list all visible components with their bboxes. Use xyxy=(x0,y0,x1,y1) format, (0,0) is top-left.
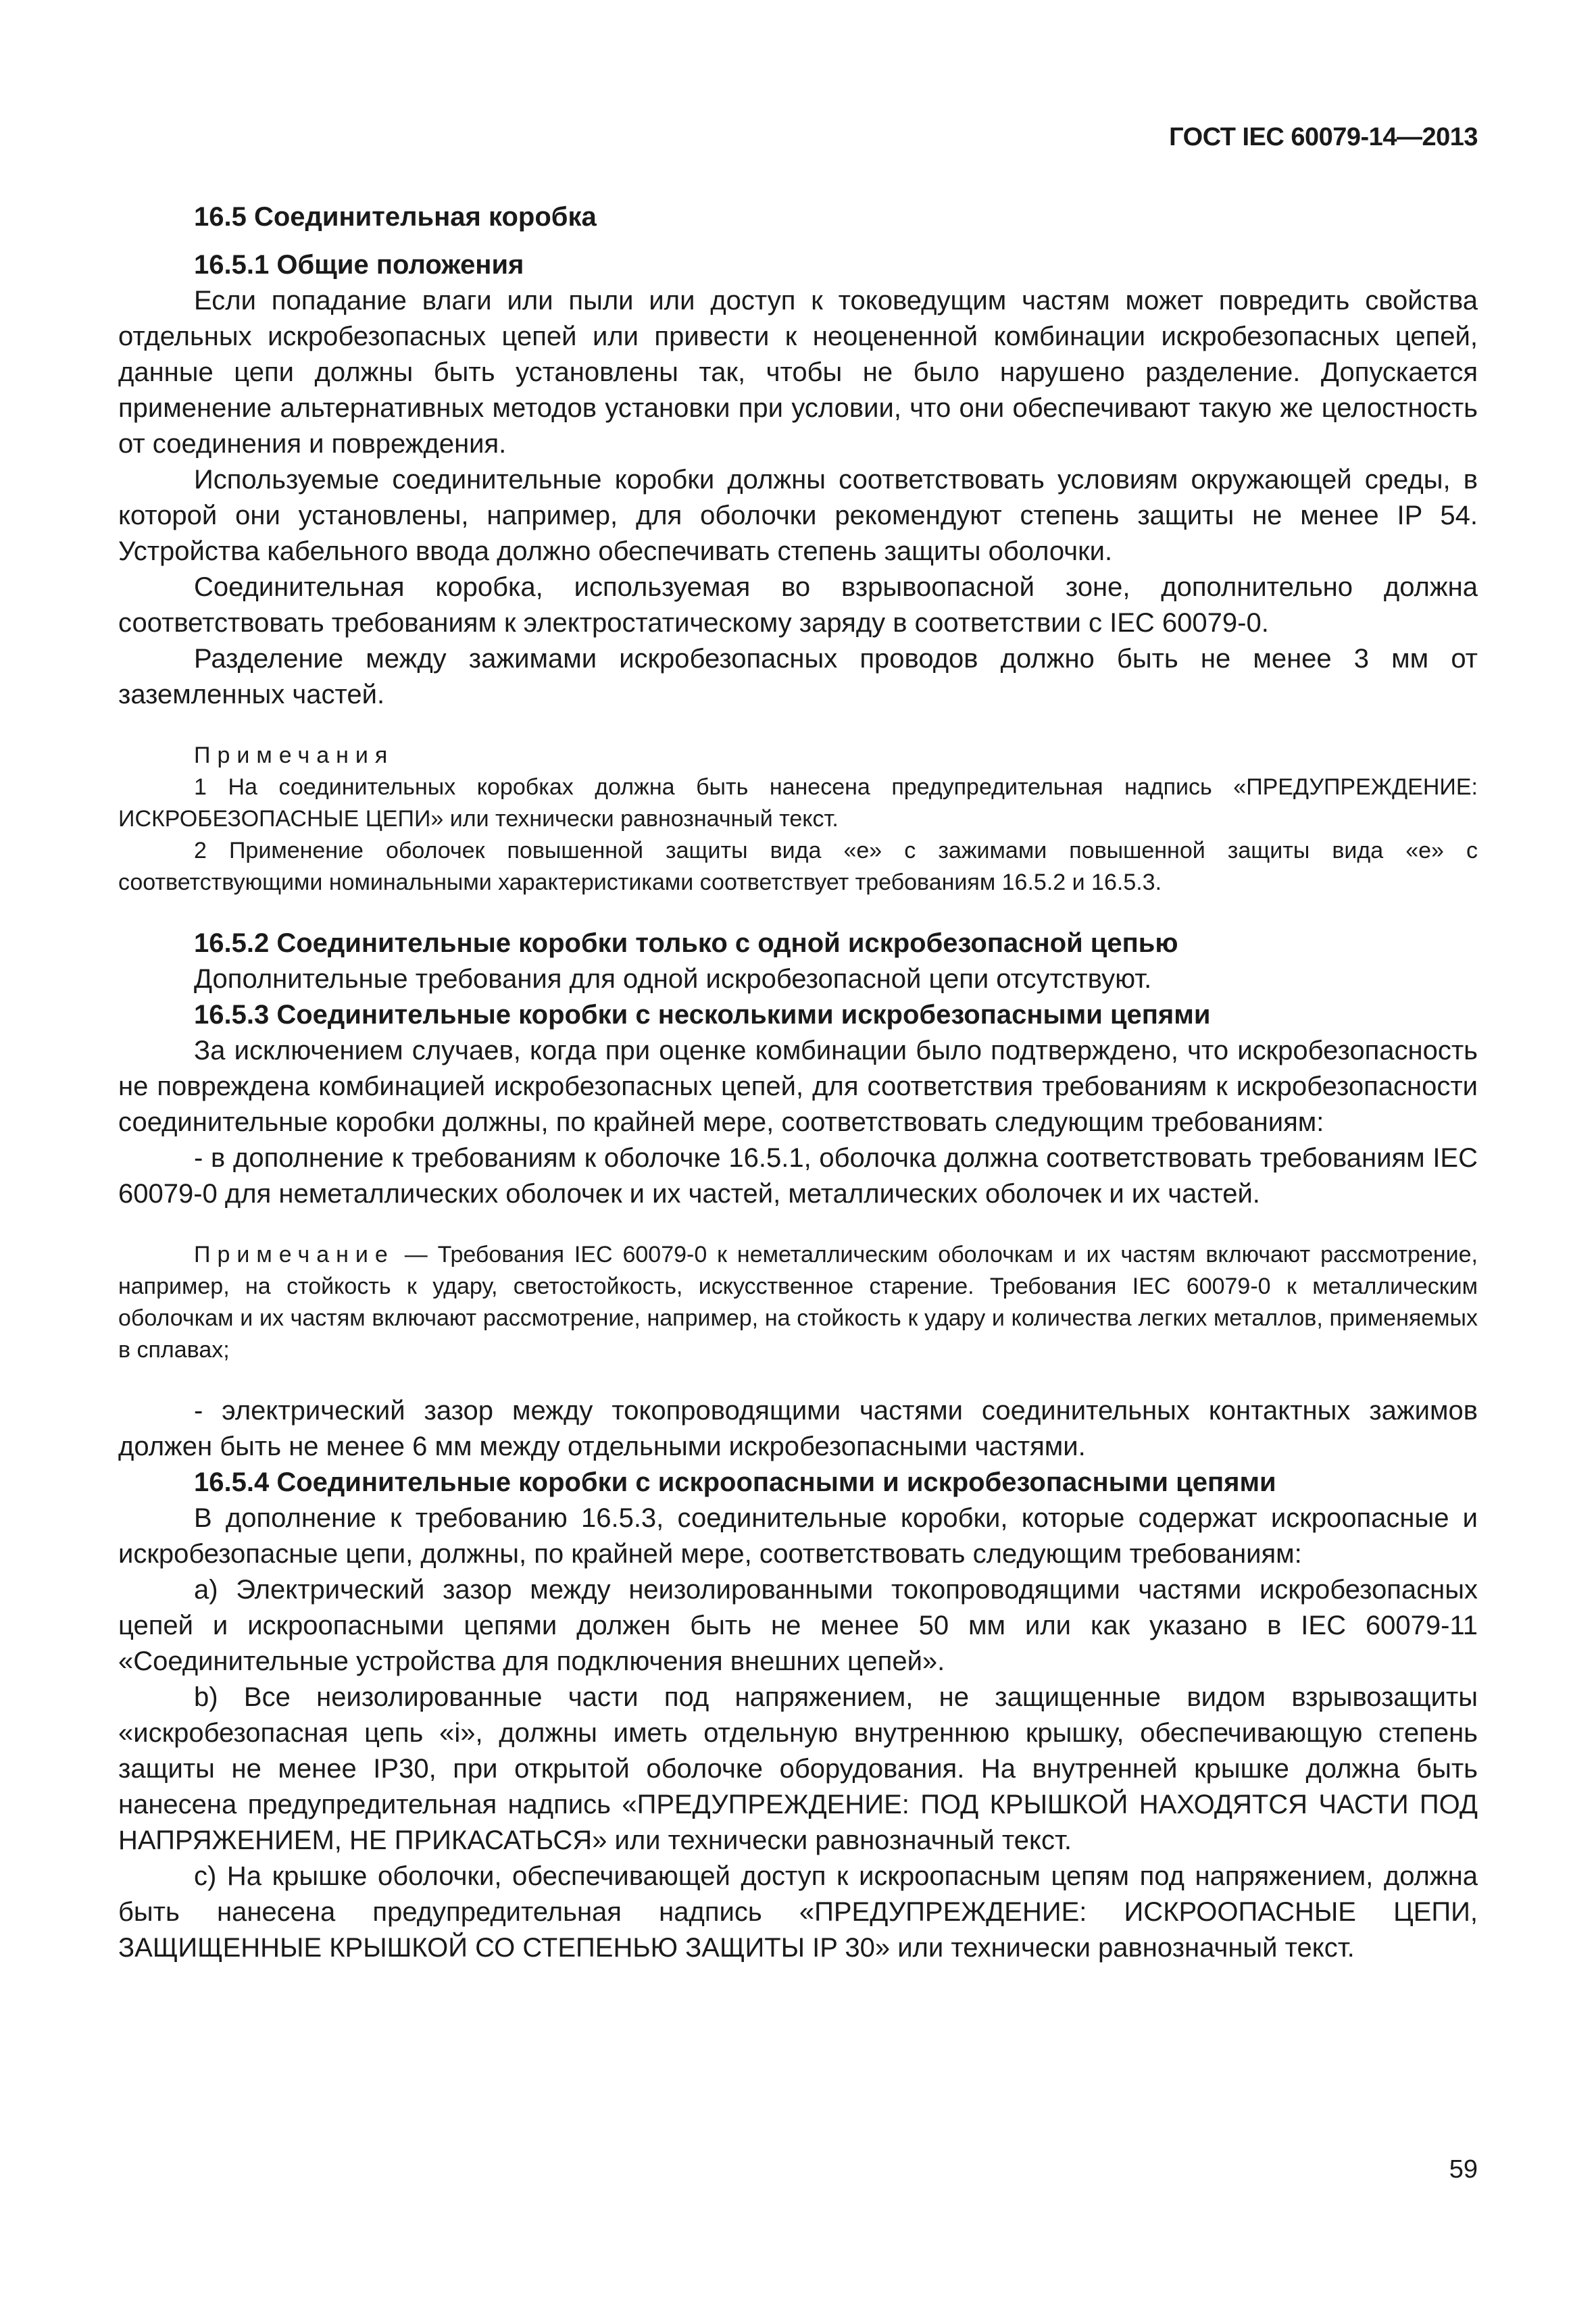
document-body xyxy=(118,199,1478,1966)
inline-note xyxy=(118,1239,1478,1366)
subsection-heading-16-5-4: 16.5.4 Соединительные коробки с искроопасными и искробезопасными цепями xyxy=(194,1467,1276,1497)
paragraph: - электрический зазор между токопроводящими частями соединительных контактных зажимов должен быть не менее 6 мм между отдельными искробезопасными частями. xyxy=(118,1396,1478,1461)
page-number: 59 xyxy=(1449,2155,1478,2184)
document-id-header: ГОСТ IEC 60079-14—2013 xyxy=(1169,123,1478,151)
paragraph: Если попадание влаги или пыли или доступ к токоведущим частям может повредить свойства отдельных искробезопасных цепей или привести к неоцененной комбинации искробезопасных цепей, данные цепи должны быть установлены так, чтобы не было нарушено разделение. Допускается применение альтернативных методов установки при условии, что они обеспечивают такую же целостность от соединения и повреждения. xyxy=(118,286,1478,459)
note-label: Примечание xyxy=(194,1242,395,1267)
paragraph: Соединительная коробка, используемая во взрывоопасной зоне, дополнительно должна соответствовать требованиям к электростатическому заряду в соответствии с IEC 60079-0. xyxy=(118,572,1478,638)
note-2: 2 Применение оболочек повышенной защиты вида «е» с зажимами повышенной защиты вида «е» с соответствующими номинальными характеристиками соответствует требованиям 16.5.2 и 16.5.3. xyxy=(118,838,1478,895)
paragraph: - в дополнение к требованиям к оболочке 16.5.1, оболочка должна соответствовать требованиям IEC 60079-0 для неметаллических оболочек и их частей, металлических оболочек и их частей. xyxy=(118,1143,1478,1209)
list-item-a: a) Электрический зазор между неизолированными токопроводящими частями искробезопасных цепей и искроопасными цепями должен быть не менее 50 мм или как указано в IEC 60079-11 «Соединительные устройства для подключения внешних цепей». xyxy=(118,1575,1478,1676)
paragraph: Используемые соединительные коробки должны соответствовать условиям окружающей среды, в которой они установлены, например, для оболочки рекомендуют степень защиты не менее IP 54. Устройства кабельного ввода должно обеспечивать степень защиты оболочки. xyxy=(118,465,1478,566)
paragraph: В дополнение к требованию 16.5.3, соединительные коробки, которые содержат искроопасные и искробезопасные цепи, должны, по крайней мере, соответствовать следующим требованиям: xyxy=(118,1503,1478,1569)
note-text: — Требования IEC 60079-0 к неметаллическим оболочкам и их частям включают рассмотрение, например, на стойкость к удару, светостойкость, искусственное старение. Требования IEC 60079-0 к металлическим оболочкам и их частям включают рассмотрение, например, на стойкость к удару и количества легких металлов, применяемых в сплавах; xyxy=(118,1242,1478,1363)
notes-heading xyxy=(118,740,1478,772)
section-heading: 16.5 Соединительная коробка xyxy=(194,202,597,232)
paragraph: Разделение между зажимами искробезопасных проводов должно быть не менее 3 мм от заземленных частей. xyxy=(118,644,1478,709)
notes-title: Примечания xyxy=(194,743,395,768)
subsection-heading-16-5-2: 16.5.2 Соединительные коробки только с одной искробезопасной цепью xyxy=(194,928,1178,958)
list-item-c: c) На крышке оболочки, обеспечивающей доступ к искроопасным цепям под напряжением, должна быть нанесена предупредительная надпись «ПРЕДУПРЕЖДЕНИЕ: ИСКРООПАСНЫЕ ЦЕПИ, ЗАЩИЩЕННЫЕ КРЫШКОЙ СО СТЕПЕНЬЮ ЗАЩИТЫ IP 30» или технически равнозначный текст. xyxy=(118,1861,1478,1963)
note-1: 1 На соединительных коробках должна быть нанесена предупредительная надпись «ПРЕДУПРЕЖДЕНИЕ: ИСКРОБЕЗОПАСНЫЕ ЦЕПИ» или технически равнозначный текст. xyxy=(118,774,1478,832)
paragraph: За исключением случаев, когда при оценке комбинации было подтверждено, что искробезопасность не повреждена комбинацией искробезопасных цепей, для соответствия требованиям к искробезопасности соединительные коробки должны, по крайней мере, соответствовать следующим требованиям: xyxy=(118,1036,1478,1137)
subsection-heading-16-5-3: 16.5.3 Соединительные коробки с несколькими искробезопасными цепями xyxy=(194,1000,1211,1030)
subsection-heading-16-5-1: 16.5.1 Общие положения xyxy=(194,250,524,280)
list-item-b: b) Все неизолированные части под напряжением, не защищенные видом взрывозащиты «искробезопасная цепь «i», должны иметь отдельную внутреннюю крышку, обеспечивающую степень защиты не менее IP30, при открытой оболочке оборудования. На внутренней крышке должна быть нанесена предупредительная надпись «ПРЕДУПРЕЖДЕНИЕ: ПОД КРЫШКОЙ НАХОДЯТСЯ ЧАСТИ ПОД НАПРЯЖЕНИЕМ, НЕ ПРИКАСАТЬСЯ» или технически равнозначный текст. xyxy=(118,1682,1478,1855)
paragraph: Дополнительные требования для одной искробезопасной цепи отсутствуют. xyxy=(194,964,1152,994)
